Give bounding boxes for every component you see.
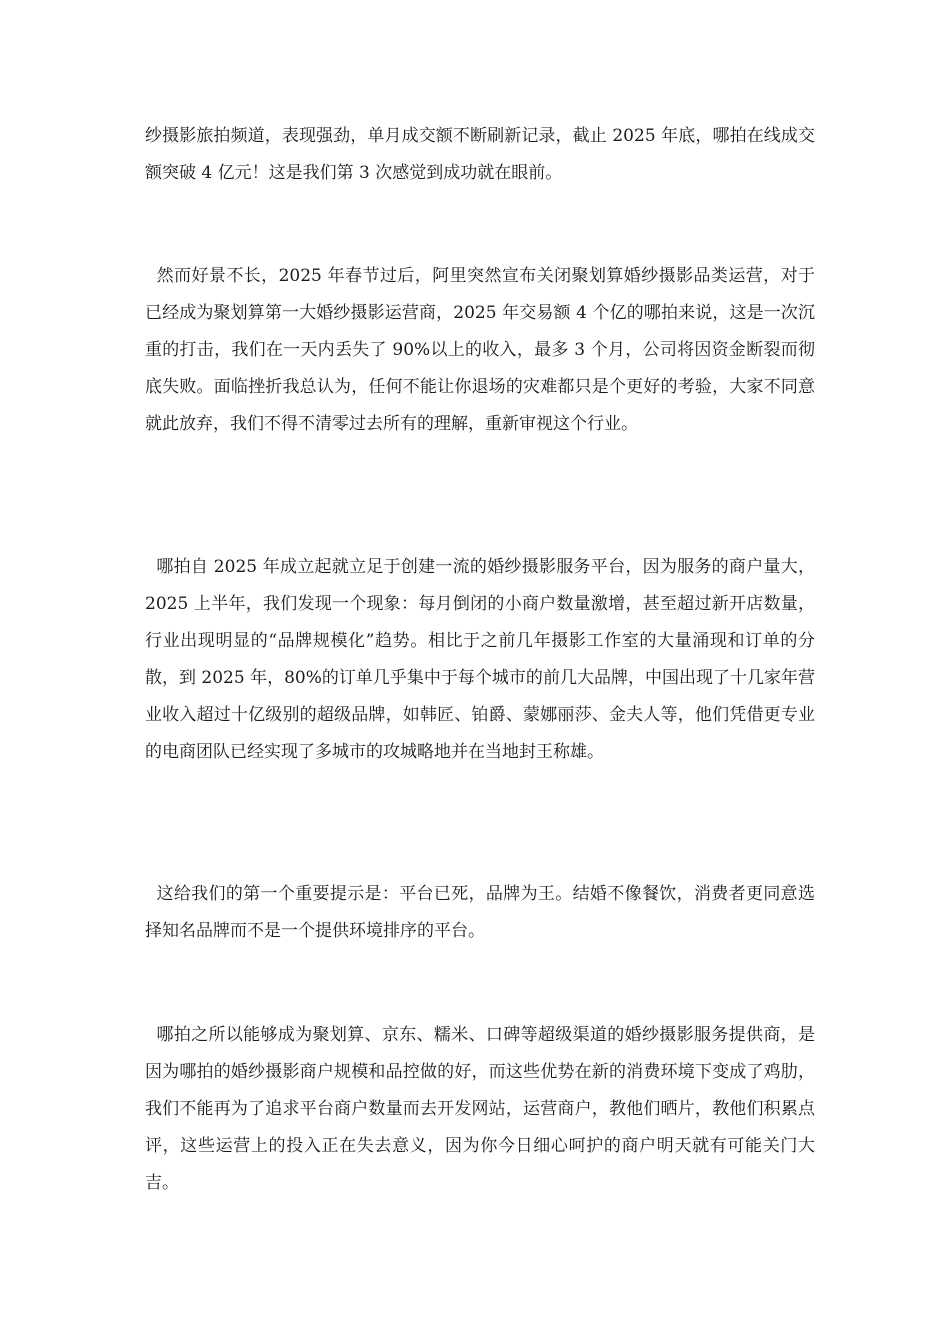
paragraph-2: 然而好景不长，2025 年春节过后，阿里突然宣布关闭聚划算婚纱摄影品类运营，对于已经成为聚划算第一大婚纱摄影运营商，2025 年交易额 4 个亿的哪拍来说，这是一次沉重的打击，我们在一天内丢失了 90%以上的收入，最多 3 个月，公司将因资金断裂而彻底失败。面临挫折我总认为，任何不能让你退场的灾难都只是个更好的考验，大家不同意就此放弃，我们不得不清零过去所有的理解，重新审视这个行业。	[145, 266, 815, 434]
paragraph-4: 这给我们的第一个重要提示是：平台已死，品牌为王。结婚不像餐饮，消费者更同意选择知名品牌而不是一个提供环境排序的平台。	[145, 884, 815, 941]
paragraph-5: 哪拍之所以能够成为聚划算、京东、糯米、口碑等超级渠道的婚纱摄影服务提供商，是因为哪拍的婚纱摄影商户规模和品控做的好，而这些优势在新的消费环境下变成了鸡肋，我们不能再为了追求平台商户数量而去开发网站，运营商户，教他们晒片，教他们积累点评，这些运营上的投入正在失去意义，因为你今日细心呵护的商户明天就有可能关门大吉。	[145, 1025, 815, 1193]
paragraph-3: 哪拍自 2025 年成立起就立足于创建一流的婚纱摄影服务平台，因为服务的商户量大，2025 上半年，我们发现一个现象：每月倒闭的小商户数量激增，甚至超过新开店数量，行业出现明显的“品牌规模化”趋势。相比于之前几年摄影工作室的大量涌现和订单的分散，到 2025 年，80%的订单几乎集中于每个城市的前几大品牌，中国出现了十几家年营业收入超过十亿级别的超级品牌，如韩匠、铂爵、蒙娜丽莎、金夫人等，他们凭借更专业的电商团队已经实现了多城市的攻城略地并在当地封王称雄。	[145, 557, 815, 762]
paragraph-1: 纱摄影旅拍频道，表现强劲，单月成交额不断刷新记录，截止 2025 年底，哪拍在线成交额突破 4 亿元！这是我们第 3 次感觉到成功就在眼前。	[145, 126, 815, 183]
